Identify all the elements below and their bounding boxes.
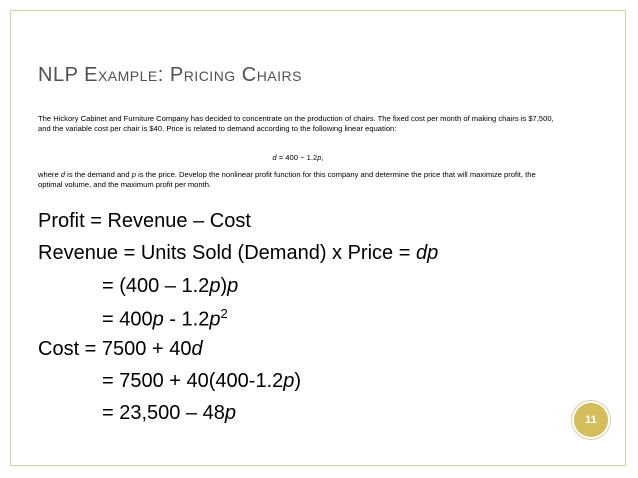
profit-text: Profit = Revenue – Cost (38, 210, 251, 232)
rev3-var-p2: p (209, 308, 221, 331)
rev2-text-a: = (400 – 1.2 (102, 275, 210, 297)
slide-title: NLP Example: Pricing Chairs (38, 64, 302, 86)
rev2-var-p2: p (227, 275, 239, 297)
profit-line (38, 210, 251, 233)
cost2-text-b: ) (294, 370, 302, 392)
cost-step-3 (102, 402, 236, 425)
demand-var-p: p (317, 153, 322, 162)
cost2-text-a: = 7500 + 40(400-1.2 (102, 370, 284, 392)
cost3-text-a: = 23,500 – 48 (102, 402, 225, 424)
cost-text: Cost = 7500 + 40 (38, 338, 192, 360)
cost-step-2 (102, 370, 301, 393)
rev3-text-a: = 400 (102, 308, 153, 331)
outro-var-p: p (131, 170, 136, 179)
outro-var-d: d (60, 170, 66, 179)
demand-equation (38, 153, 558, 162)
cost-var-d: d (191, 338, 203, 360)
problem-intro-text: The Hickory Cabinet and Furniture Company has decided to concentrate on the production of chairs. The fixed cost per month of making chairs is $7,500, and the variable cost per chair is $40. Price is related to demand according to the following linear equation: (38, 114, 554, 134)
page-number: 11 (585, 414, 597, 426)
demand-eq-rest: = 400 − 1.2 (276, 153, 318, 162)
demand-eq-end: , (321, 153, 324, 162)
demand-var-d: d (272, 153, 277, 162)
cost3-var-p: p (224, 402, 237, 424)
revenue-step-2 (102, 275, 238, 298)
rev3-text-b: - 1.2 (163, 308, 210, 331)
revenue-dp: dp (415, 242, 439, 264)
revenue-step-3 (102, 306, 228, 332)
outro-text-1: where (38, 170, 61, 179)
outro-text-2: is the demand and (65, 170, 132, 179)
problem-outro (38, 170, 558, 190)
rev3-var-p: p (152, 308, 164, 331)
cost-line (38, 338, 203, 361)
revenue-text: Revenue = Units Sold (Demand) x Price = (38, 242, 416, 264)
page-number-badge (572, 401, 610, 439)
rev2-var-p: p (209, 275, 221, 297)
cost2-var-p: p (283, 370, 295, 392)
revenue-line (38, 242, 438, 265)
rev2-text-b: ) (220, 275, 228, 297)
rev3-superscript: 2 (220, 306, 228, 321)
problem-intro (38, 114, 558, 134)
outro-text-3: is the price. Develop the nonlinear profit function for this company and determine the price that will maximize profit, the optimal volume, and the maximum profit per month. (38, 170, 536, 190)
